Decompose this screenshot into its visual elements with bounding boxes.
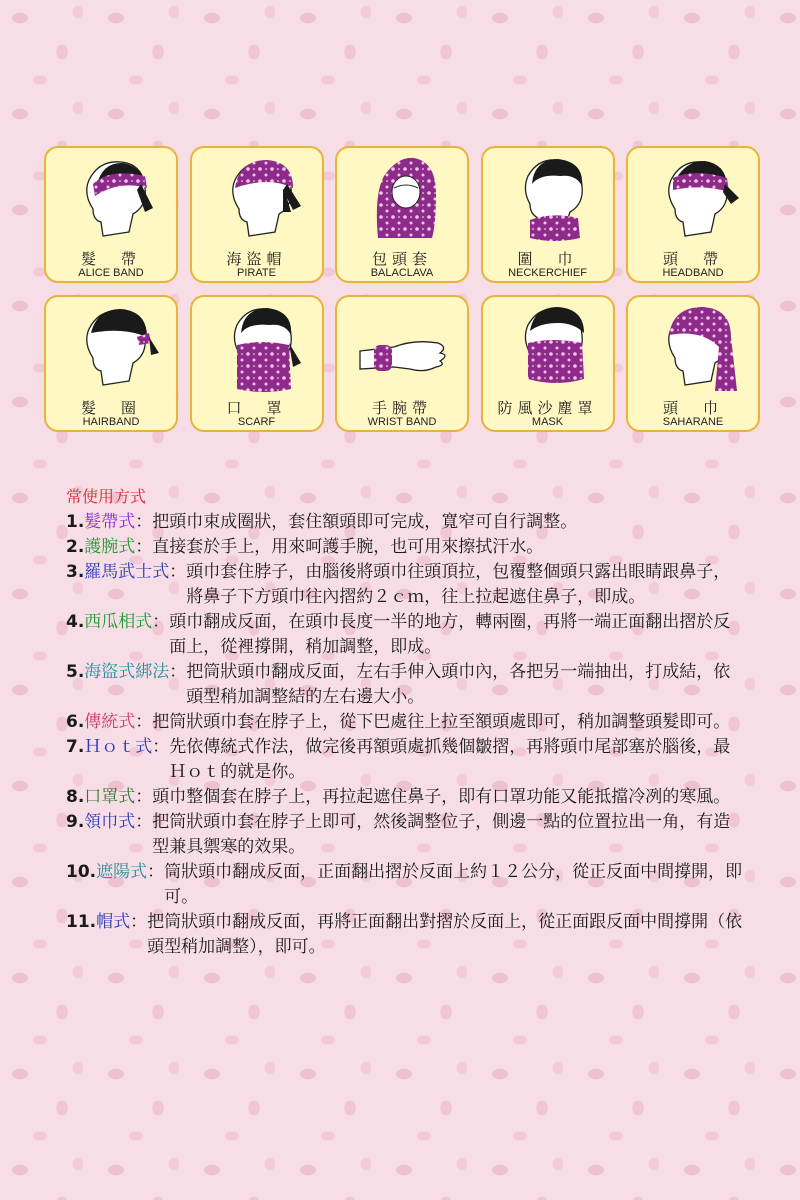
usage-item: [66, 785, 746, 810]
style-name-zh: 頭 巾: [662, 399, 723, 417]
style-name-zh: 髮 圈: [80, 399, 141, 417]
style-card-hairband: [44, 295, 178, 432]
usage-item: [66, 610, 746, 660]
item-description: 直接套於手上，用來呵護手腕，也可用來擦拭汗水。: [152, 537, 544, 557]
style-name-en: NECKERCHIEF: [508, 267, 587, 279]
style-name-en: ALICE BAND: [78, 267, 144, 279]
item-number: 8.: [66, 787, 85, 807]
style-name-zh: 防風沙塵罩: [497, 399, 598, 417]
item-description: 筒狀頭巾翻成反面，正面翻出摺於反面上約１２公分，從正反面中間撐開，即可。: [164, 862, 743, 907]
item-colon: ：: [130, 912, 148, 932]
usage-item: [66, 660, 746, 710]
style-name-zh: 口 罩: [226, 399, 287, 417]
style-name-en: BALACLAVA: [370, 267, 434, 279]
item-name: 海盜式綁法: [84, 662, 170, 682]
item-description: 把筒狀頭巾翻成反面，左右手伸入頭巾內，各把另一端抽出，打成結，依頭型稍加調整結的左右邊大小。: [186, 662, 731, 707]
item-colon: ：: [152, 737, 170, 757]
item-colon: ：: [135, 537, 153, 557]
wrist-band-icon: [354, 303, 454, 395]
style-card-mask: [481, 295, 615, 432]
item-description: 頭巾整個套在脖子上，再拉起遮住鼻子，即有口罩功能又能抵擋冷冽的寒風。: [152, 787, 731, 807]
item-description: 把筒狀頭巾套在脖子上即可，然後調整位子，側邊一點的位置拉出一角，有造型兼具禦寒的效果。: [152, 812, 731, 857]
usage-item: [66, 735, 746, 785]
style-name-en: PIRATE: [237, 267, 276, 279]
style-card-saharane: [626, 295, 760, 432]
item-name: Ｈｏｔ式: [84, 737, 153, 757]
style-name-en: HAIRBAND: [82, 416, 140, 428]
style-name-en: HEADBAND: [662, 267, 724, 279]
usage-item: [66, 910, 746, 960]
item-number: 11.: [66, 912, 97, 932]
style-card-pirate: [190, 146, 324, 283]
style-name-en: SAHARANE: [662, 416, 724, 428]
style-name-zh: 手腕帶: [371, 399, 432, 417]
item-colon: ：: [152, 612, 170, 632]
item-number: 5.: [66, 662, 85, 682]
item-number: 2.: [66, 537, 85, 557]
style-name-en: SCARF: [237, 416, 276, 428]
item-colon: ：: [135, 787, 153, 807]
style-card-wrist-band: [335, 295, 469, 432]
item-description: 把頭巾束成圈狀，套住額頭即可完成，寬窄可自行調整。: [152, 512, 578, 532]
item-description: 先依傳統式作法，做完後再額頭處抓幾個皺摺，再將頭巾尾部塞於腦後，最Ｈｏｔ的就是你。: [169, 737, 731, 782]
item-number: 3.: [66, 562, 85, 582]
item-description: 把筒狀頭巾翻成反面，再將正面翻出對摺於反面上，從正面跟反面中間撐開（依頭型稍加調整），即可。: [147, 912, 743, 957]
style-name-en: MASK: [531, 416, 564, 428]
style-card-headband: [626, 146, 760, 283]
item-name: 西瓜相式: [84, 612, 153, 632]
style-card-scarf: [190, 295, 324, 432]
item-description: 頭巾套住脖子，由腦後將頭巾往頭頂拉，包覆整個頭只露出眼睛跟鼻子，將鼻子下方頭巾往內摺約２ｃｍ，往上拉起遮住鼻子，即成。: [186, 562, 731, 607]
style-name-zh: 包頭套: [371, 250, 432, 268]
neckerchief-icon: [500, 154, 600, 246]
alice-band-icon: [63, 154, 163, 246]
usage-item: [66, 560, 746, 610]
item-number: 9.: [66, 812, 85, 832]
mask-icon: [500, 303, 600, 395]
item-name: 領巾式: [84, 812, 136, 832]
usage-item: [66, 510, 746, 535]
item-colon: ：: [147, 862, 165, 882]
style-card-neckerchief: [481, 146, 615, 283]
usage-section: [66, 484, 746, 960]
saharane-icon: [645, 303, 745, 395]
usage-item: [66, 535, 746, 560]
item-name: 羅馬武士式: [84, 562, 170, 582]
item-number: 1.: [66, 512, 85, 532]
item-colon: ：: [135, 812, 153, 832]
style-name-en: WRIST BAND: [367, 416, 437, 428]
item-number: 4.: [66, 612, 85, 632]
item-colon: ：: [169, 662, 187, 682]
item-colon: ：: [169, 562, 187, 582]
item-name: 傳統式: [84, 712, 136, 732]
scarf-icon: [209, 303, 309, 395]
item-number: 6.: [66, 712, 85, 732]
usage-item: [66, 710, 746, 735]
style-name-zh: 海盜帽: [226, 250, 287, 268]
style-name-zh: 圍 巾: [517, 250, 578, 268]
headband-icon: [645, 154, 745, 246]
style-grid: [44, 146, 760, 432]
usage-item: [66, 860, 746, 910]
pirate-icon: [209, 154, 309, 246]
item-number: 10.: [66, 862, 97, 882]
item-number: 7.: [66, 737, 85, 757]
item-description: 頭巾翻成反面，在頭巾長度一半的地方，轉兩圈，再將一端正面翻出摺於反面上，從裡撐開，稍加調整，即成。: [169, 612, 731, 657]
item-name: 髮帶式: [84, 512, 136, 532]
hairband-icon: [63, 303, 163, 395]
item-name: 帽式: [96, 912, 131, 932]
item-description: 把筒狀頭巾套在脖子上，從下巴處往上拉至額頭處即可，稍加調整頭髮即可。: [152, 712, 731, 732]
style-card-alice-band: [44, 146, 178, 283]
style-card-balaclava: [335, 146, 469, 283]
item-name: 護腕式: [84, 537, 136, 557]
item-colon: ：: [135, 512, 153, 532]
item-colon: ：: [135, 712, 153, 732]
style-name-zh: 頭 帶: [662, 250, 723, 268]
item-name: 口罩式: [84, 787, 136, 807]
usage-heading: 常使用方式: [66, 487, 147, 506]
usage-item: [66, 810, 746, 860]
balaclava-icon: [354, 154, 454, 246]
item-name: 遮陽式: [96, 862, 148, 882]
style-name-zh: 髮 帶: [80, 250, 141, 268]
